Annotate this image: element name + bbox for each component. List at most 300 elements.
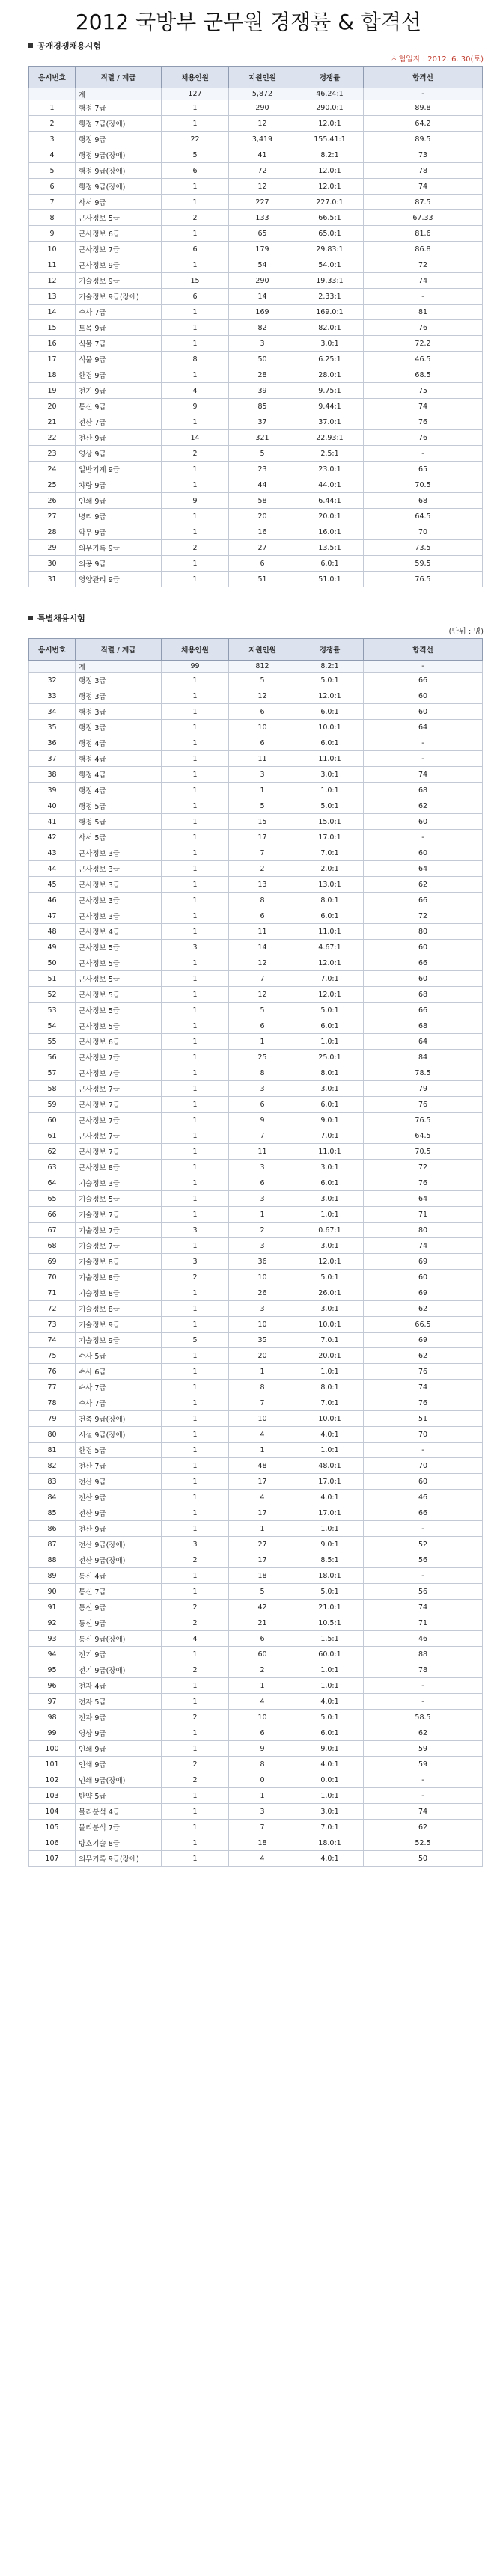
cell-exam-number: 6 xyxy=(29,179,76,195)
total-hires: 127 xyxy=(162,88,229,100)
cell-competition-ratio: 4.67:1 xyxy=(296,940,364,955)
cell-hires: 6 xyxy=(162,242,229,257)
cell-exam-number: 59 xyxy=(29,1097,76,1113)
cell-position-grade: 군사정보 7급 xyxy=(76,242,162,257)
cell-hires: 3 xyxy=(162,940,229,955)
cell-applicants: 5 xyxy=(229,1584,296,1600)
cell-competition-ratio: 54.0:1 xyxy=(296,257,364,273)
cell-cutoff-score: 46 xyxy=(364,1490,483,1505)
cell-position-grade: 기술정보 7급 xyxy=(76,1223,162,1238)
cell-cutoff-score: 74 xyxy=(364,767,483,783)
table-row xyxy=(29,987,483,1003)
cell-competition-ratio: 9.0:1 xyxy=(296,1537,364,1552)
cell-hires: 2 xyxy=(162,1662,229,1678)
cell-applicants: 5 xyxy=(229,798,296,814)
cell-exam-number: 103 xyxy=(29,1788,76,1804)
table-row xyxy=(29,924,483,940)
cell-applicants: 321 xyxy=(229,430,296,446)
table-row xyxy=(29,767,483,783)
cell-hires: 1 xyxy=(162,336,229,352)
table-row xyxy=(29,100,483,116)
cell-applicants: 7 xyxy=(229,1820,296,1835)
cell-exam-number: 14 xyxy=(29,305,76,320)
table-row xyxy=(29,1270,483,1285)
table-row xyxy=(29,940,483,955)
cell-cutoff-score: 59 xyxy=(364,1757,483,1772)
cell-competition-ratio: 1.0:1 xyxy=(296,1662,364,1678)
cell-competition-ratio: 2.5:1 xyxy=(296,446,364,462)
cell-position-grade: 행정 4급 xyxy=(76,751,162,767)
cell-position-grade: 군사정보 5급 xyxy=(76,1003,162,1018)
cell-cutoff-score: 64 xyxy=(364,861,483,877)
cell-applicants: 4 xyxy=(229,1851,296,1867)
table-row xyxy=(29,1662,483,1678)
table-row xyxy=(29,1097,483,1113)
cell-cutoff-score: 64 xyxy=(364,1191,483,1207)
cell-position-grade: 건축 9급(장애) xyxy=(76,1411,162,1427)
cell-cutoff-score: 79 xyxy=(364,1081,483,1097)
cell-competition-ratio: 290.0:1 xyxy=(296,100,364,116)
cell-hires: 22 xyxy=(162,132,229,147)
cell-cutoff-score: 56 xyxy=(364,1552,483,1568)
header-cutoff-score: 합격선 xyxy=(364,67,483,88)
cell-cutoff-score: 52.5 xyxy=(364,1835,483,1851)
cell-hires: 1 xyxy=(162,572,229,587)
cell-exam-number: 73 xyxy=(29,1317,76,1333)
table-row xyxy=(29,1772,483,1788)
cell-applicants: 6 xyxy=(229,1175,296,1191)
cell-hires: 1 xyxy=(162,305,229,320)
cell-applicants: 21 xyxy=(229,1615,296,1631)
cell-applicants: 169 xyxy=(229,305,296,320)
cell-hires: 4 xyxy=(162,383,229,399)
cell-applicants: 6 xyxy=(229,735,296,751)
cell-position-grade: 전기 9급 xyxy=(76,1647,162,1662)
cell-cutoff-score: 66.5 xyxy=(364,1317,483,1333)
cell-applicants: 8 xyxy=(229,1380,296,1395)
cell-applicants: 20 xyxy=(229,509,296,524)
total-position-grade: 계 xyxy=(76,88,162,100)
cell-competition-ratio: 4.0:1 xyxy=(296,1851,364,1867)
cell-hires: 9 xyxy=(162,399,229,414)
table-row xyxy=(29,195,483,210)
cell-competition-ratio: 82.0:1 xyxy=(296,320,364,336)
cell-competition-ratio: 48.0:1 xyxy=(296,1458,364,1474)
cell-competition-ratio: 3.0:1 xyxy=(296,1160,364,1175)
cell-cutoff-score: 64 xyxy=(364,1034,483,1050)
cell-applicants: 6 xyxy=(229,1018,296,1034)
cell-applicants: 16 xyxy=(229,524,296,540)
table-row xyxy=(29,1725,483,1741)
cell-cutoff-score: 62 xyxy=(364,1348,483,1364)
cell-hires: 6 xyxy=(162,163,229,179)
cell-cutoff-score: - xyxy=(364,289,483,305)
cell-competition-ratio: 8.0:1 xyxy=(296,1065,364,1081)
cell-cutoff-score: 60 xyxy=(364,1474,483,1490)
cell-exam-number: 58 xyxy=(29,1081,76,1097)
cell-competition-ratio: 1.0:1 xyxy=(296,1443,364,1458)
cell-hires: 1 xyxy=(162,1128,229,1144)
cell-exam-number: 8 xyxy=(29,210,76,226)
cell-competition-ratio: 7.0:1 xyxy=(296,1395,364,1411)
cell-exam-number: 22 xyxy=(29,430,76,446)
table-row xyxy=(29,1835,483,1851)
cell-exam-number: 19 xyxy=(29,383,76,399)
cell-exam-number: 43 xyxy=(29,845,76,861)
cell-exam-number: 71 xyxy=(29,1285,76,1301)
cell-exam-number: 66 xyxy=(29,1207,76,1223)
cell-cutoff-score: 74 xyxy=(364,1380,483,1395)
square-bullet-icon xyxy=(28,43,33,48)
cell-cutoff-score: 74 xyxy=(364,179,483,195)
cell-hires: 1 xyxy=(162,367,229,383)
cell-competition-ratio: 17.0:1 xyxy=(296,1505,364,1521)
cell-cutoff-score: 46.5 xyxy=(364,352,483,367)
cell-applicants: 179 xyxy=(229,242,296,257)
cell-exam-number: 60 xyxy=(29,1113,76,1128)
cell-cutoff-score: 66 xyxy=(364,673,483,688)
cell-exam-number: 85 xyxy=(29,1505,76,1521)
cell-competition-ratio: 25.0:1 xyxy=(296,1050,364,1065)
cell-position-grade: 군사정보 6급 xyxy=(76,226,162,242)
cell-position-grade: 기술정보 8급 xyxy=(76,1285,162,1301)
cell-competition-ratio: 6.0:1 xyxy=(296,704,364,720)
cell-exam-number: 80 xyxy=(29,1427,76,1443)
cell-competition-ratio: 2.33:1 xyxy=(296,289,364,305)
cell-competition-ratio: 4.0:1 xyxy=(296,1427,364,1443)
cell-competition-ratio: 5.0:1 xyxy=(296,798,364,814)
table-row xyxy=(29,1710,483,1725)
cell-position-grade: 행정 3급 xyxy=(76,720,162,735)
cell-exam-number: 79 xyxy=(29,1411,76,1427)
table-row xyxy=(29,116,483,132)
cell-hires: 1 xyxy=(162,1144,229,1160)
cell-competition-ratio: 6.0:1 xyxy=(296,908,364,924)
cell-exam-number: 25 xyxy=(29,477,76,493)
cell-hires: 3 xyxy=(162,1223,229,1238)
cell-hires: 2 xyxy=(162,1757,229,1772)
header-hires: 채용인원 xyxy=(162,639,229,661)
cell-competition-ratio: 66.5:1 xyxy=(296,210,364,226)
cell-competition-ratio: 10.0:1 xyxy=(296,720,364,735)
cell-position-grade: 행정 9급(장애) xyxy=(76,147,162,163)
cell-competition-ratio: 11.0:1 xyxy=(296,924,364,940)
cell-competition-ratio: 8.5:1 xyxy=(296,1552,364,1568)
cell-cutoff-score: 66 xyxy=(364,955,483,971)
table-row xyxy=(29,477,483,493)
total-competition-ratio: 46.24:1 xyxy=(296,88,364,100)
cell-applicants: 3,419 xyxy=(229,132,296,147)
cell-hires: 1 xyxy=(162,908,229,924)
table-row xyxy=(29,861,483,877)
cell-competition-ratio: 28.0:1 xyxy=(296,367,364,383)
table-row xyxy=(29,1050,483,1065)
cell-cutoff-score: 50 xyxy=(364,1851,483,1867)
cell-applicants: 14 xyxy=(229,940,296,955)
cell-competition-ratio: 6.0:1 xyxy=(296,1175,364,1191)
table-row xyxy=(29,1490,483,1505)
cell-cutoff-score: 64 xyxy=(364,720,483,735)
cell-position-grade: 기술정보 7급 xyxy=(76,1238,162,1254)
cell-hires: 2 xyxy=(162,1615,229,1631)
cell-competition-ratio: 3.0:1 xyxy=(296,1081,364,1097)
cell-cutoff-score: 76 xyxy=(364,320,483,336)
cell-exam-number: 47 xyxy=(29,908,76,924)
cell-competition-ratio: 29.83:1 xyxy=(296,242,364,257)
table-row xyxy=(29,1018,483,1034)
cell-applicants: 11 xyxy=(229,1144,296,1160)
cell-competition-ratio: 5.0:1 xyxy=(296,1584,364,1600)
cell-cutoff-score: 70 xyxy=(364,524,483,540)
cell-position-grade: 기술정보 5급 xyxy=(76,1191,162,1207)
cell-applicants: 48 xyxy=(229,1458,296,1474)
total-exam-number xyxy=(29,88,76,100)
cell-applicants: 23 xyxy=(229,462,296,477)
table-row xyxy=(29,1395,483,1411)
cell-exam-number: 97 xyxy=(29,1694,76,1710)
cell-competition-ratio: 5.0:1 xyxy=(296,1003,364,1018)
cell-exam-number: 13 xyxy=(29,289,76,305)
cell-cutoff-score: 76.5 xyxy=(364,572,483,587)
cell-position-grade: 환경 9급 xyxy=(76,367,162,383)
cell-hires: 1 xyxy=(162,1364,229,1380)
cell-applicants: 26 xyxy=(229,1285,296,1301)
cell-cutoff-score: 68 xyxy=(364,493,483,509)
cell-cutoff-score: 74 xyxy=(364,399,483,414)
cell-exam-number: 15 xyxy=(29,320,76,336)
cell-applicants: 5 xyxy=(229,446,296,462)
cell-applicants: 6 xyxy=(229,556,296,572)
cell-position-grade: 약무 9급 xyxy=(76,524,162,540)
cell-hires: 1 xyxy=(162,477,229,493)
cell-position-grade: 기술정보 8급 xyxy=(76,1254,162,1270)
cell-hires: 1 xyxy=(162,830,229,845)
cell-position-grade: 인쇄 9급 xyxy=(76,493,162,509)
cell-cutoff-score: 60 xyxy=(364,814,483,830)
cell-exam-number: 63 xyxy=(29,1160,76,1175)
cell-hires: 5 xyxy=(162,1333,229,1348)
cell-cutoff-score: 84 xyxy=(364,1050,483,1065)
cell-position-grade: 방호기술 8급 xyxy=(76,1835,162,1851)
cell-cutoff-score: 60 xyxy=(364,688,483,704)
table-row xyxy=(29,226,483,242)
cell-cutoff-score: 64.5 xyxy=(364,509,483,524)
cell-cutoff-score: 87.5 xyxy=(364,195,483,210)
cell-cutoff-score: 66 xyxy=(364,1003,483,1018)
cell-cutoff-score: 62 xyxy=(364,877,483,893)
cell-applicants: 10 xyxy=(229,1317,296,1333)
cell-applicants: 10 xyxy=(229,1270,296,1285)
cell-hires: 1 xyxy=(162,1474,229,1490)
cell-cutoff-score: 89.8 xyxy=(364,100,483,116)
cell-position-grade: 물리분석 7급 xyxy=(76,1820,162,1835)
cell-competition-ratio: 3.0:1 xyxy=(296,1191,364,1207)
cell-competition-ratio: 10.0:1 xyxy=(296,1317,364,1333)
cell-applicants: 2 xyxy=(229,861,296,877)
cell-position-grade: 군사정보 3급 xyxy=(76,877,162,893)
cell-cutoff-score: 56 xyxy=(364,1584,483,1600)
cell-applicants: 15 xyxy=(229,814,296,830)
cell-hires: 1 xyxy=(162,1694,229,1710)
table-row xyxy=(29,1317,483,1333)
cell-exam-number: 96 xyxy=(29,1678,76,1694)
cell-competition-ratio: 18.0:1 xyxy=(296,1835,364,1851)
cell-competition-ratio: 17.0:1 xyxy=(296,830,364,845)
table-row xyxy=(29,814,483,830)
cell-competition-ratio: 7.0:1 xyxy=(296,845,364,861)
cell-competition-ratio: 9.75:1 xyxy=(296,383,364,399)
square-bullet-icon xyxy=(28,616,33,620)
cell-position-grade: 병리 9급 xyxy=(76,509,162,524)
cell-exam-number: 100 xyxy=(29,1741,76,1757)
table-row xyxy=(29,305,483,320)
cell-position-grade: 통신 7급 xyxy=(76,1584,162,1600)
cell-position-grade: 군사정보 7급 xyxy=(76,1097,162,1113)
cell-position-grade: 전자 5급 xyxy=(76,1694,162,1710)
cell-applicants: 3 xyxy=(229,1301,296,1317)
cell-hires: 2 xyxy=(162,210,229,226)
cell-position-grade: 행정 3급 xyxy=(76,673,162,688)
cell-position-grade: 전산 9급 xyxy=(76,1490,162,1505)
table-row xyxy=(29,1757,483,1772)
cell-competition-ratio: 1.0:1 xyxy=(296,1207,364,1223)
cell-position-grade: 기술정보 9급 xyxy=(76,1317,162,1333)
cell-hires: 1 xyxy=(162,704,229,720)
cell-hires: 2 xyxy=(162,1552,229,1568)
table-row xyxy=(29,1003,483,1018)
cell-cutoff-score: 62 xyxy=(364,1301,483,1317)
table-row xyxy=(29,1113,483,1128)
cell-exam-number: 5 xyxy=(29,163,76,179)
cell-applicants: 6 xyxy=(229,908,296,924)
cell-cutoff-score: 69 xyxy=(364,1254,483,1270)
cell-cutoff-score: 62 xyxy=(364,1820,483,1835)
cell-exam-number: 56 xyxy=(29,1050,76,1065)
cell-position-grade: 군사정보 5급 xyxy=(76,940,162,955)
table-row xyxy=(29,877,483,893)
cell-cutoff-score: 68 xyxy=(364,783,483,798)
table-row xyxy=(29,462,483,477)
cell-position-grade: 군사정보 7급 xyxy=(76,1144,162,1160)
cell-hires: 1 xyxy=(162,1725,229,1741)
cell-position-grade: 군사정보 9급 xyxy=(76,257,162,273)
cell-position-grade: 군사정보 7급 xyxy=(76,1128,162,1144)
cell-cutoff-score: 81 xyxy=(364,305,483,320)
cell-cutoff-score: 52 xyxy=(364,1537,483,1552)
cell-hires: 1 xyxy=(162,751,229,767)
table-row xyxy=(29,1223,483,1238)
table-row xyxy=(29,845,483,861)
table-row xyxy=(29,1411,483,1427)
cell-position-grade: 행정 4급 xyxy=(76,767,162,783)
cell-exam-number: 40 xyxy=(29,798,76,814)
cell-competition-ratio: 1.0:1 xyxy=(296,1678,364,1694)
cell-hires: 1 xyxy=(162,1804,229,1820)
cell-hires: 6 xyxy=(162,289,229,305)
cell-position-grade: 수사 7급 xyxy=(76,1395,162,1411)
section-heading-text: 특별채용시험 xyxy=(37,614,85,623)
cell-hires: 1 xyxy=(162,1380,229,1395)
cell-competition-ratio: 1.0:1 xyxy=(296,1521,364,1537)
cell-cutoff-score: 59 xyxy=(364,1741,483,1757)
cell-competition-ratio: 1.5:1 xyxy=(296,1631,364,1647)
cell-applicants: 17 xyxy=(229,830,296,845)
table-row xyxy=(29,1458,483,1474)
cell-competition-ratio: 3.0:1 xyxy=(296,767,364,783)
cell-exam-number: 69 xyxy=(29,1254,76,1270)
cell-hires: 1 xyxy=(162,798,229,814)
header-position-grade: 직렬 / 계급 xyxy=(76,67,162,88)
cell-hires: 1 xyxy=(162,1568,229,1584)
cell-exam-number: 27 xyxy=(29,509,76,524)
cell-position-grade: 군사정보 6급 xyxy=(76,1034,162,1050)
cell-hires: 1 xyxy=(162,1238,229,1254)
cell-competition-ratio: 4.0:1 xyxy=(296,1694,364,1710)
cell-cutoff-score: 73 xyxy=(364,147,483,163)
cell-competition-ratio: 20.0:1 xyxy=(296,509,364,524)
cell-position-grade: 군사정보 7급 xyxy=(76,1050,162,1065)
cell-position-grade: 행정 4급 xyxy=(76,735,162,751)
cell-applicants: 1 xyxy=(229,1034,296,1050)
cell-competition-ratio: 9.0:1 xyxy=(296,1113,364,1128)
total-applicants: 812 xyxy=(229,661,296,673)
cell-exam-number: 81 xyxy=(29,1443,76,1458)
cell-exam-number: 39 xyxy=(29,783,76,798)
table-row xyxy=(29,1364,483,1380)
cell-applicants: 12 xyxy=(229,955,296,971)
table-row xyxy=(29,1552,483,1568)
cell-exam-number: 88 xyxy=(29,1552,76,1568)
cell-position-grade: 행정 9급 xyxy=(76,132,162,147)
cell-competition-ratio: 3.0:1 xyxy=(296,1804,364,1820)
cell-hires: 1 xyxy=(162,735,229,751)
cell-applicants: 10 xyxy=(229,1411,296,1427)
cell-applicants: 7 xyxy=(229,971,296,987)
cell-applicants: 6 xyxy=(229,1725,296,1741)
cell-hires: 1 xyxy=(162,1285,229,1301)
cell-applicants: 2 xyxy=(229,1662,296,1678)
cell-position-grade: 일반기계 9급 xyxy=(76,462,162,477)
cell-cutoff-score: 88 xyxy=(364,1647,483,1662)
cell-hires: 1 xyxy=(162,955,229,971)
cell-hires: 1 xyxy=(162,1427,229,1443)
cell-exam-number: 68 xyxy=(29,1238,76,1254)
table-row xyxy=(29,147,483,163)
cell-position-grade: 전산 9급 xyxy=(76,1474,162,1490)
cell-position-grade: 군사정보 5급 xyxy=(76,987,162,1003)
cell-competition-ratio: 2.0:1 xyxy=(296,861,364,877)
cell-exam-number: 38 xyxy=(29,767,76,783)
cell-position-grade: 수사 7급 xyxy=(76,305,162,320)
cell-competition-ratio: 1.0:1 xyxy=(296,1364,364,1380)
table-row xyxy=(29,163,483,179)
cell-cutoff-score: 78 xyxy=(364,1662,483,1678)
cell-exam-number: 45 xyxy=(29,877,76,893)
cell-exam-number: 101 xyxy=(29,1757,76,1772)
cell-hires: 1 xyxy=(162,1647,229,1662)
cell-hires: 1 xyxy=(162,1207,229,1223)
cell-cutoff-score: 78.5 xyxy=(364,1065,483,1081)
cell-hires: 1 xyxy=(162,893,229,908)
cell-competition-ratio: 7.0:1 xyxy=(296,1820,364,1835)
cell-exam-number: 54 xyxy=(29,1018,76,1034)
cell-applicants: 17 xyxy=(229,1552,296,1568)
cell-position-grade: 통신 9급(장애) xyxy=(76,1631,162,1647)
cell-applicants: 133 xyxy=(229,210,296,226)
cell-exam-number: 90 xyxy=(29,1584,76,1600)
cell-competition-ratio: 5.0:1 xyxy=(296,673,364,688)
cell-position-grade: 사서 9급 xyxy=(76,195,162,210)
